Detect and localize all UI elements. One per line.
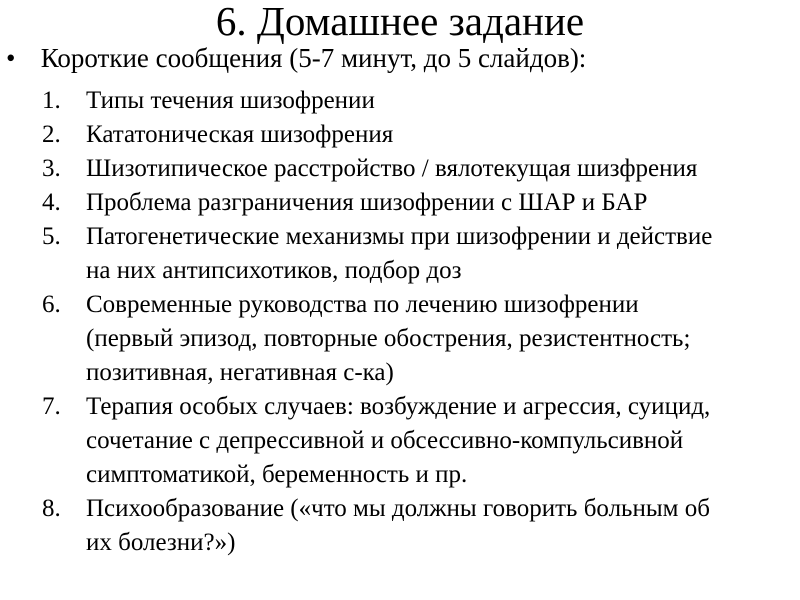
- list-item-1: [0, 84, 800, 118]
- list-item-3: [0, 152, 800, 186]
- list-item-line: Современные руководства по лечению шизофрении: [86, 291, 639, 318]
- list-item-text: [86, 84, 800, 118]
- list-item-line: (первый эпизод, повторные обострения, резистентность;: [86, 325, 691, 352]
- homework-topics-list: [0, 84, 800, 560]
- list-item-number: 7.: [42, 393, 61, 420]
- list-item-line: симптоматикой, беременность и пр.: [86, 461, 468, 488]
- intro-text: Короткие сообщения (5-7 минут, до 5 слайдов):: [40, 43, 587, 73]
- slide-title: 6. Домашнее задание: [215, 0, 585, 44]
- list-item-number: 6.: [42, 291, 61, 318]
- list-item-line: Патогенетические механизмы при шизофрении и действие: [86, 223, 713, 250]
- list-item-2: [0, 118, 800, 152]
- list-item-number: 8.: [42, 495, 61, 522]
- list-item-text: [86, 186, 800, 220]
- list-item-line: Шизотипическое расстройство / вялотекущая шизфрения: [86, 155, 698, 182]
- list-item-line: на них антипсихотиков, подбор доз: [86, 257, 462, 284]
- list-item-number: 5.: [42, 223, 61, 250]
- list-item-text: [86, 390, 800, 492]
- list-item-line: позитивная, негативная с-ка): [86, 359, 394, 386]
- list-item-line: их болезни?»): [86, 529, 236, 556]
- list-item-number: 1.: [42, 87, 61, 114]
- list-item-4: [0, 186, 800, 220]
- list-item-line: сочетание с депрессивной и обсессивно-компульсивной: [86, 427, 684, 454]
- list-item-text: [86, 118, 800, 152]
- list-item-line: Типы течения шизофрении: [86, 87, 375, 114]
- list-item-5: [0, 220, 800, 288]
- list-item-number: 2.: [42, 121, 61, 148]
- list-item-line: Терапия особых случаев: возбуждение и агрессия, суицид,: [86, 393, 711, 420]
- list-item-6: [0, 288, 800, 390]
- bullet-symbol: •: [6, 43, 16, 73]
- list-item-line: Кататоническая шизофрения: [86, 121, 394, 148]
- list-item-text: [86, 152, 800, 186]
- list-item-line: Проблема разграничения шизофрении с ШАР и БАР: [86, 189, 648, 216]
- list-item-number: 4.: [42, 189, 61, 216]
- list-item-text: [86, 492, 800, 560]
- list-item-8: [0, 492, 800, 560]
- list-item-number: 3.: [42, 155, 61, 182]
- list-item-7: [0, 390, 800, 492]
- list-item-line: Психообразование («что мы должны говорить больным об: [86, 495, 710, 522]
- list-item-text: [86, 288, 800, 390]
- intro-bullet: [6, 42, 586, 74]
- list-item-text: [86, 220, 800, 288]
